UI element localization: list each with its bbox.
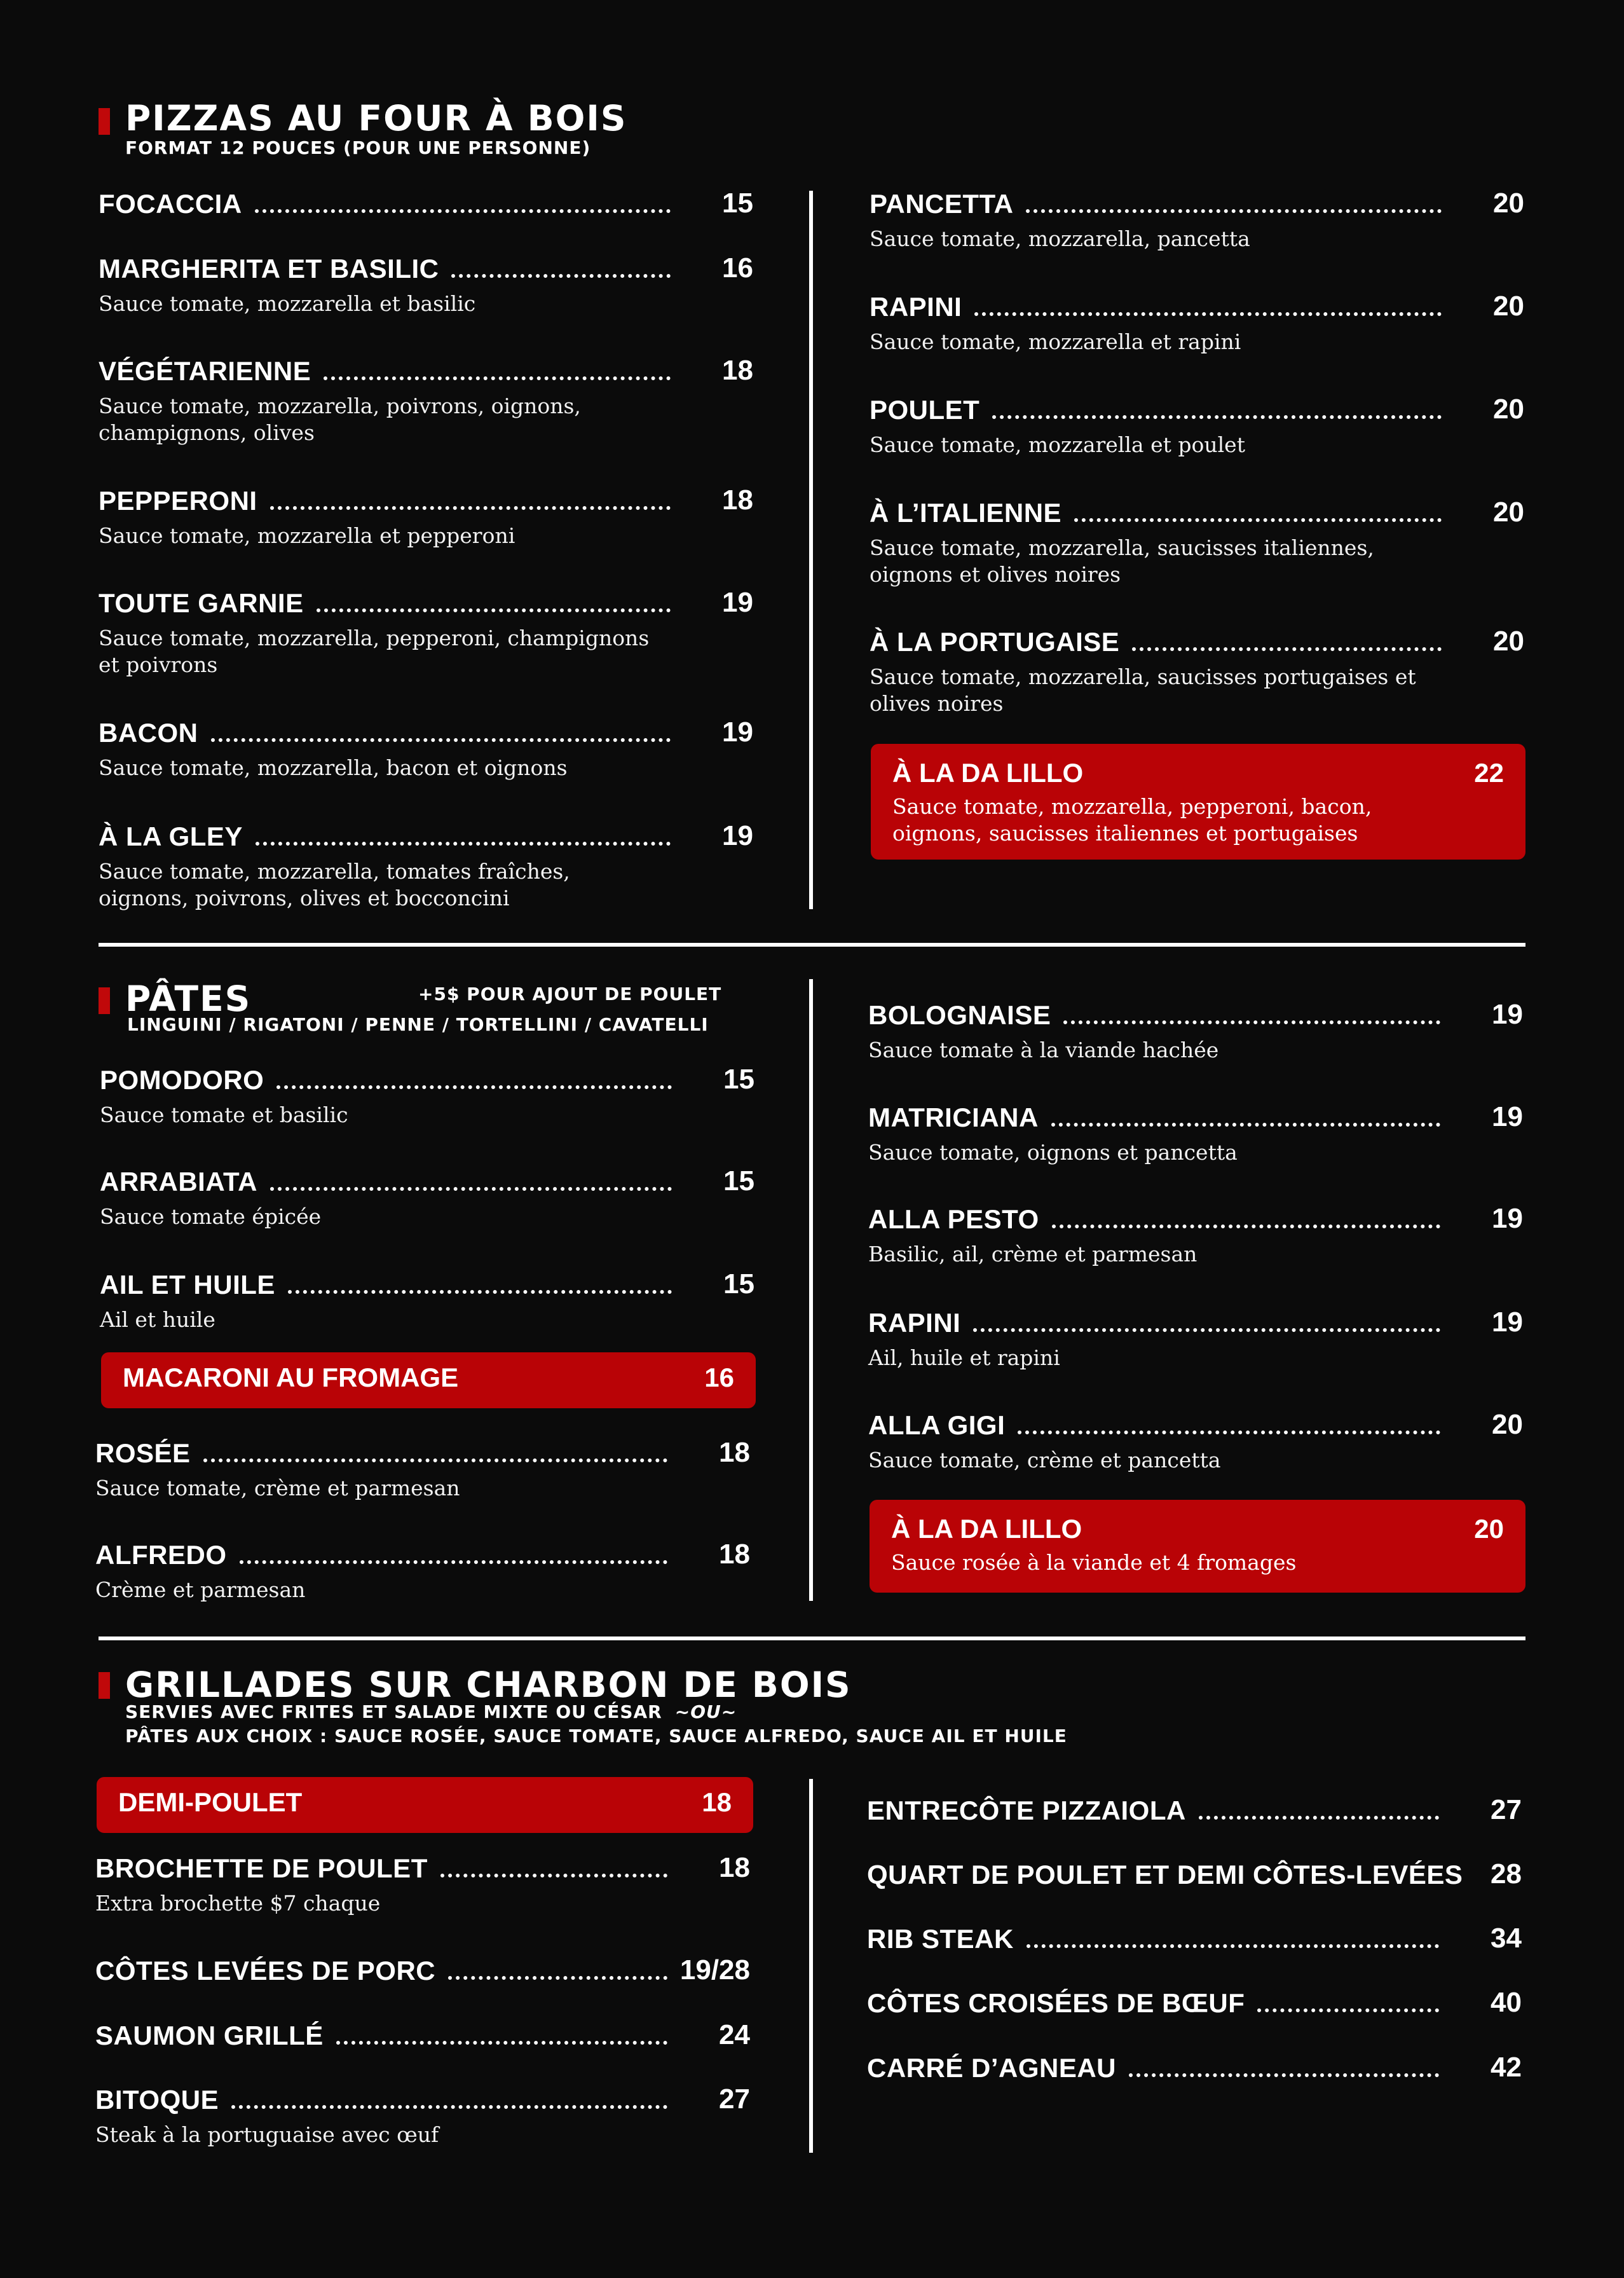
menu-item	[99, 478, 753, 549]
item-price: 34	[1491, 1923, 1522, 1954]
column-divider	[809, 1779, 813, 2153]
menu-item	[95, 1431, 750, 1502]
item-price: 19	[1492, 1101, 1523, 1132]
item-price: 19	[722, 820, 753, 851]
menu-item	[867, 1980, 1522, 2019]
item-description: Extra brochette $7 chaque	[95, 1891, 381, 1916]
item-description: Sauce tomate, mozzarella, poivrons, oignons, champignons, olives	[99, 394, 581, 445]
item-name: SAUMON GRILLÉ	[95, 2021, 324, 2050]
menu-item	[95, 1948, 750, 1986]
item-description: Sauce tomate, mozzarella, pepperoni, bacon, oignons, saucisses italiennes et portugaises	[892, 794, 1372, 846]
menu-item	[95, 2077, 750, 2148]
menu-item	[99, 580, 753, 678]
item-price: 15	[723, 1064, 754, 1095]
item-price: 18	[702, 1787, 732, 1817]
menu-item	[99, 181, 753, 219]
menu-item	[100, 1057, 754, 1129]
item-price: 18	[719, 1539, 750, 1570]
menu-item	[868, 1403, 1523, 1474]
item-description: Crème et parmesan	[95, 1577, 306, 1602]
item-description: Sauce tomate, mozzarella, saucisses italiennes, oignons et olives noires	[870, 535, 1374, 587]
item-description: Sauce tomate, mozzarella, tomates fraîches, oignons, poivrons, olives et bocconcini	[99, 859, 570, 910]
item-price: 15	[722, 188, 753, 219]
pizzas-subtitle: FORMAT 12 POUCES (POUR UNE PERSONNE)	[125, 137, 591, 158]
item-price: 19	[722, 587, 753, 618]
item-description: Sauce tomate, mozzarella et basilic	[99, 291, 476, 316]
section-divider	[99, 943, 1525, 947]
item-name: CARRÉ D’AGNEAU	[867, 2053, 1117, 2083]
item-name: FOCACCIA	[99, 189, 242, 219]
item-name: POMODORO	[100, 1065, 264, 1095]
item-description: Sauce tomate, mozzarella, pancetta	[870, 226, 1250, 251]
item-description: Sauce tomate, crème et pancetta	[868, 1448, 1221, 1472]
featured-item	[97, 1777, 753, 1833]
item-price: 19	[1492, 1203, 1523, 1234]
item-description: Sauce tomate, mozzarella et rapini	[870, 329, 1241, 354]
item-name: À LA DA LILLO	[891, 1514, 1082, 1544]
menu-item	[99, 710, 753, 781]
item-price: 24	[719, 2019, 750, 2050]
item-price: 40	[1491, 1987, 1522, 2018]
menu-item	[100, 1159, 754, 1230]
item-price: 20	[1493, 291, 1524, 322]
menu-item	[95, 2013, 750, 2051]
section-marker	[99, 1672, 110, 1699]
item-name: ALFREDO	[95, 1540, 227, 1570]
item-price: 20	[1493, 394, 1524, 425]
menu-item	[867, 1852, 1522, 1890]
item-name: CÔTES LEVÉES DE PORC	[95, 1956, 436, 1986]
item-name: POULET	[870, 395, 980, 425]
item-name: ENTRECÔTE PIZZAIOLA	[867, 1795, 1186, 1825]
item-price: 22	[1474, 758, 1504, 788]
item-description: Sauce tomate et basilic	[100, 1102, 348, 1127]
menu-item	[868, 1197, 1523, 1268]
menu-item	[867, 1916, 1522, 1954]
grillades-title: GRILLADES SUR CHARBON DE BOIS	[125, 1664, 852, 1705]
menu-item	[99, 348, 753, 446]
pates-title: PÂTES	[125, 978, 252, 1019]
item-price: 18	[722, 355, 753, 386]
menu-item	[99, 246, 753, 317]
section-marker	[99, 108, 110, 135]
item-description: Sauce rosée à la viande et 4 fromages	[891, 1550, 1297, 1575]
grillades-ou: ~OU~	[674, 1701, 737, 1722]
item-name: MARGHERITA ET BASILIC	[99, 254, 439, 284]
menu-item	[99, 814, 753, 912]
menu-item	[868, 1095, 1523, 1166]
item-description: Ail, huile et rapini	[868, 1345, 1060, 1370]
item-price: 19	[1492, 1307, 1523, 1338]
item-description: Steak à la portuguaise avec œuf	[95, 2122, 439, 2147]
item-name: ALLA GIGI	[868, 1410, 1006, 1440]
item-description: Sauce tomate, mozzarella, saucisses portugaises et olives noires	[870, 664, 1416, 716]
menu-item	[95, 1846, 750, 1917]
menu-item	[867, 2045, 1522, 2083]
item-name: PEPPERONI	[99, 486, 257, 516]
item-price: 15	[723, 1165, 754, 1197]
item-name: DEMI-POULET	[118, 1787, 303, 1817]
item-name: ROSÉE	[95, 1438, 191, 1468]
menu-item	[868, 1300, 1523, 1371]
item-price: 18	[722, 484, 753, 516]
item-name: VÉGÉTARIENNE	[99, 356, 311, 386]
item-description: Sauce tomate, mozzarella, bacon et oignons	[99, 755, 568, 780]
featured-item	[871, 744, 1525, 860]
item-price: 42	[1491, 2052, 1522, 2083]
menu-item	[870, 284, 1524, 355]
pizzas-title: PIZZAS AU FOUR À BOIS	[125, 98, 627, 139]
item-description: Sauce tomate épicée	[100, 1204, 322, 1229]
item-description: Sauce tomate, crème et parmesan	[95, 1476, 460, 1500]
item-price: 19	[1492, 999, 1523, 1030]
featured-item	[870, 1500, 1525, 1593]
item-price: 19	[722, 717, 753, 748]
item-description: Sauce tomate, oignons et pancetta	[868, 1140, 1238, 1165]
pates-subtitle: LINGUINI / RIGATONI / PENNE / TORTELLINI / CAVATELLI	[127, 1014, 709, 1035]
item-price: 20	[1493, 626, 1524, 657]
item-name: TOUTE GARNIE	[99, 588, 304, 618]
item-name: À LA DA LILLO	[892, 758, 1084, 788]
item-price: 27	[1491, 1794, 1522, 1825]
item-price: 28	[1491, 1858, 1522, 1890]
pates-addon: +5$ POUR AJOUT DE POULET	[418, 984, 722, 1005]
item-description: Sauce tomate à la viande hachée	[868, 1038, 1219, 1062]
column-divider	[809, 979, 813, 1601]
item-description: Sauce tomate, mozzarella et poulet	[870, 432, 1245, 457]
item-description: Sauce tomate, mozzarella et pepperoni	[99, 523, 515, 548]
item-price: 20	[1493, 497, 1524, 528]
menu-item	[870, 181, 1524, 252]
item-name: ALLA PESTO	[868, 1204, 1039, 1234]
grillades-subtitle	[125, 1701, 737, 1722]
menu-item	[870, 387, 1524, 458]
item-name: RAPINI	[870, 292, 962, 322]
item-description: Sauce tomate, mozzarella, pepperoni, champignons et poivrons	[99, 626, 650, 677]
menu-item	[95, 1532, 750, 1603]
item-name: BOLOGNAISE	[868, 1000, 1051, 1030]
grillades-subtitle-text: SERVIES AVEC FRITES ET SALADE MIXTE OU CÉSAR	[125, 1701, 662, 1722]
item-price: 16	[704, 1362, 734, 1392]
item-price: 15	[723, 1268, 754, 1300]
item-name: BROCHETTE DE POULET	[95, 1853, 428, 1883]
item-description: Ail et huile	[100, 1307, 215, 1332]
menu-item	[870, 490, 1524, 588]
item-price: 20	[1492, 1409, 1523, 1440]
item-name: AIL ET HUILE	[100, 1270, 275, 1300]
item-price: 18	[719, 1437, 750, 1468]
item-name: RIB STEAK	[867, 1924, 1014, 1954]
menu-item	[868, 992, 1523, 1064]
item-price: 18	[719, 1852, 750, 1883]
item-price: 16	[722, 252, 753, 284]
item-price: 20	[1474, 1514, 1504, 1544]
item-name: À L’ITALIENNE	[870, 498, 1062, 528]
item-name: QUART DE POULET ET DEMI CÔTES-LEVÉES	[867, 1860, 1463, 1890]
menu-item	[100, 1262, 754, 1333]
item-price: 20	[1493, 188, 1524, 219]
item-name: ARRABIATA	[100, 1167, 257, 1197]
section-divider	[99, 1636, 1525, 1640]
item-price: 27	[719, 2083, 750, 2115]
item-name: PANCETTA	[870, 189, 1014, 219]
item-name: À LA GLEY	[99, 821, 243, 851]
grillades-subtitle-pates: PÂTES AUX CHOIX : SAUCE ROSÉE, SAUCE TOMATE, SAUCE ALFREDO, SAUCE AIL ET HUILE	[125, 1726, 1067, 1746]
section-marker	[99, 987, 110, 1014]
item-description: Basilic, ail, crème et parmesan	[868, 1242, 1198, 1266]
item-name: À LA PORTUGAISE	[870, 627, 1120, 657]
menu-item	[867, 1788, 1522, 1826]
featured-item	[101, 1352, 756, 1408]
item-name: CÔTES CROISÉES DE BŒUF	[867, 1988, 1245, 2018]
item-name: RAPINI	[868, 1308, 961, 1338]
column-divider	[809, 191, 813, 909]
item-name: BITOQUE	[95, 2085, 219, 2115]
menu-item	[870, 619, 1524, 717]
item-name: BACON	[99, 718, 198, 748]
item-name: MATRICIANA	[868, 1102, 1039, 1132]
item-price: 19/28	[679, 1954, 750, 1986]
item-name: MACARONI AU FROMAGE	[123, 1362, 459, 1392]
